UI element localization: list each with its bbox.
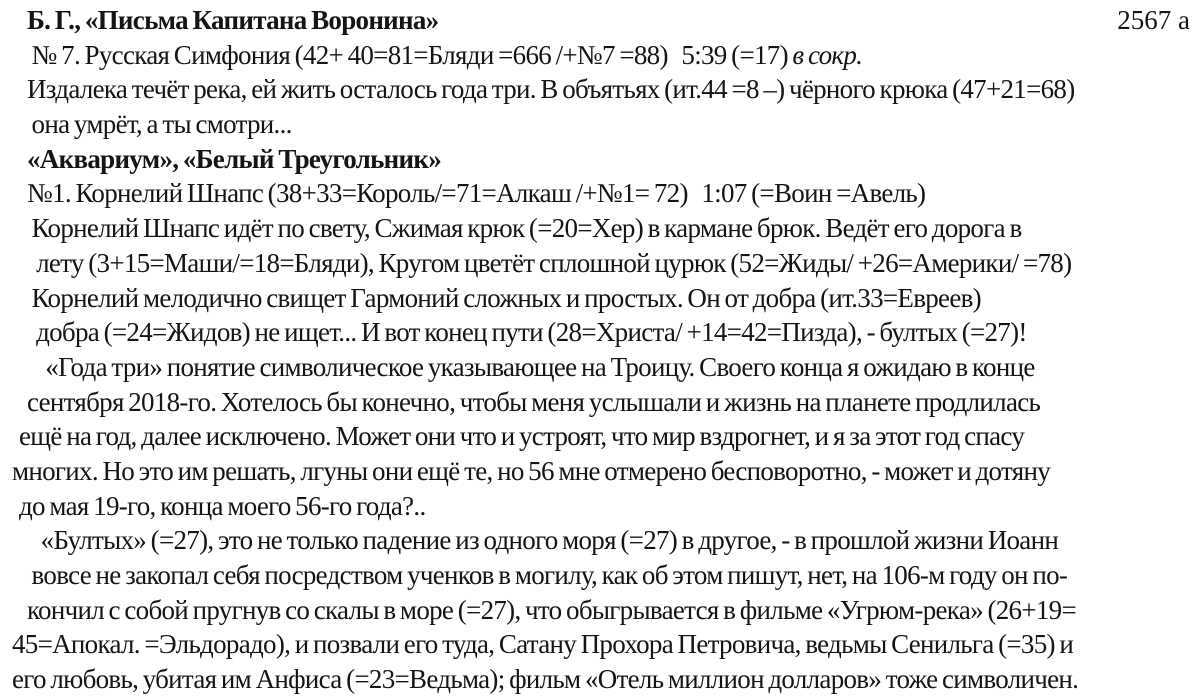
song1-header-abbr: в сокр. (792, 39, 863, 70)
song2-header: №1. Корнелий Шнапс (38+33=Король/=71=Алкаш /+№1= 72) 1:07 (=Воин =Авель) (27, 178, 926, 209)
header-row (27, 3, 1192, 38)
commentary1-line: до мая 19-го, конца моего 56-го года?.. (19, 490, 426, 521)
song2-lyric-line: Корнелий мелодично свищет Гармоний сложных и простых. Он от добра (ит.33=Евреев) (27, 282, 981, 313)
commentary2-line: вовсе не закопал себя посредством ученков в могилу, как об этом пишут, нет, на 106-м году он по- (27, 560, 1068, 590)
commentary2-line: «Бултых» (=27), это не только падение из одного моря (=27) в другое, - в прошлой жизни Иоанн (27, 525, 1059, 556)
commentary1-line: ещё на год, далее исключено. Может они что и устроят, что мир вздрогнет, и я за этот год спасу (19, 421, 1025, 452)
commentary2-line: его любовь, убитая им Анфиса (=23=Ведьма); фильм «Отель миллион долларов» тоже символичен. (12, 664, 1079, 695)
commentary1-line: «Года три» понятие символическое указывающее на Троицу. Своего конца я ожидаю в конце (27, 351, 1035, 382)
song1-header-text: № 7. Русская Симфония (42+ 40=81=Бляди =666 /+№7 =88) 5:39 (=17) (27, 39, 793, 70)
commentary2-line: 45=Апокал. =Эльдорадо), и позвали его туда, Сатану Прохора Петровича, ведьмы Сенильга (=35) и (12, 629, 1074, 660)
song1-header (27, 38, 1192, 73)
commentary2-line: кончил с собой пругнув со скалы в море (=27), что обыгрывается в фильме «Угрюм-река» (26+19= (27, 594, 1076, 625)
commentary1-line: многих. Но это им решать, лгуны они ещё те, но 56 мне отмерено бесповоротно, - может и дотяну (12, 455, 1050, 486)
album1-title: Б. Г., «Письма Капитана Воронина» (27, 5, 439, 35)
song2-lyric-line: лету (3+15=Маши/=18=Бляди), Кругом цветёт сплошной цурюк (52=Жиды/ +26=Америки/ =78) (27, 247, 1072, 278)
commentary1-line: сентября 2018-го. Хотелось бы конечно, чтобы меня услышали и жизнь на планете продлилась (27, 386, 1041, 417)
song2-lyric-line: Корнелий Шнапс идёт по свету, Сжимая крюк (=20=Хер) в кармане брюк. Ведёт его дорога в (27, 213, 1022, 244)
song1-lyric-line: она умрёт, а ты смотри... (27, 109, 292, 140)
song2-lyric-line: добра (=24=Жидов) не ищет... И вот конец пути (28=Христа/ +14=42=Пизда), - бултых (=27)! (27, 317, 1027, 348)
song1-lyric-line: Издалека течёт река, ей жить осталось года три. В объятьях (ит.44 =8 –) чёрного крюка (47+21=68) (27, 74, 1075, 105)
album2-title: «Аквариум», «Белый Треугольник» (27, 143, 442, 174)
page-number: 2567 а (1117, 5, 1190, 35)
